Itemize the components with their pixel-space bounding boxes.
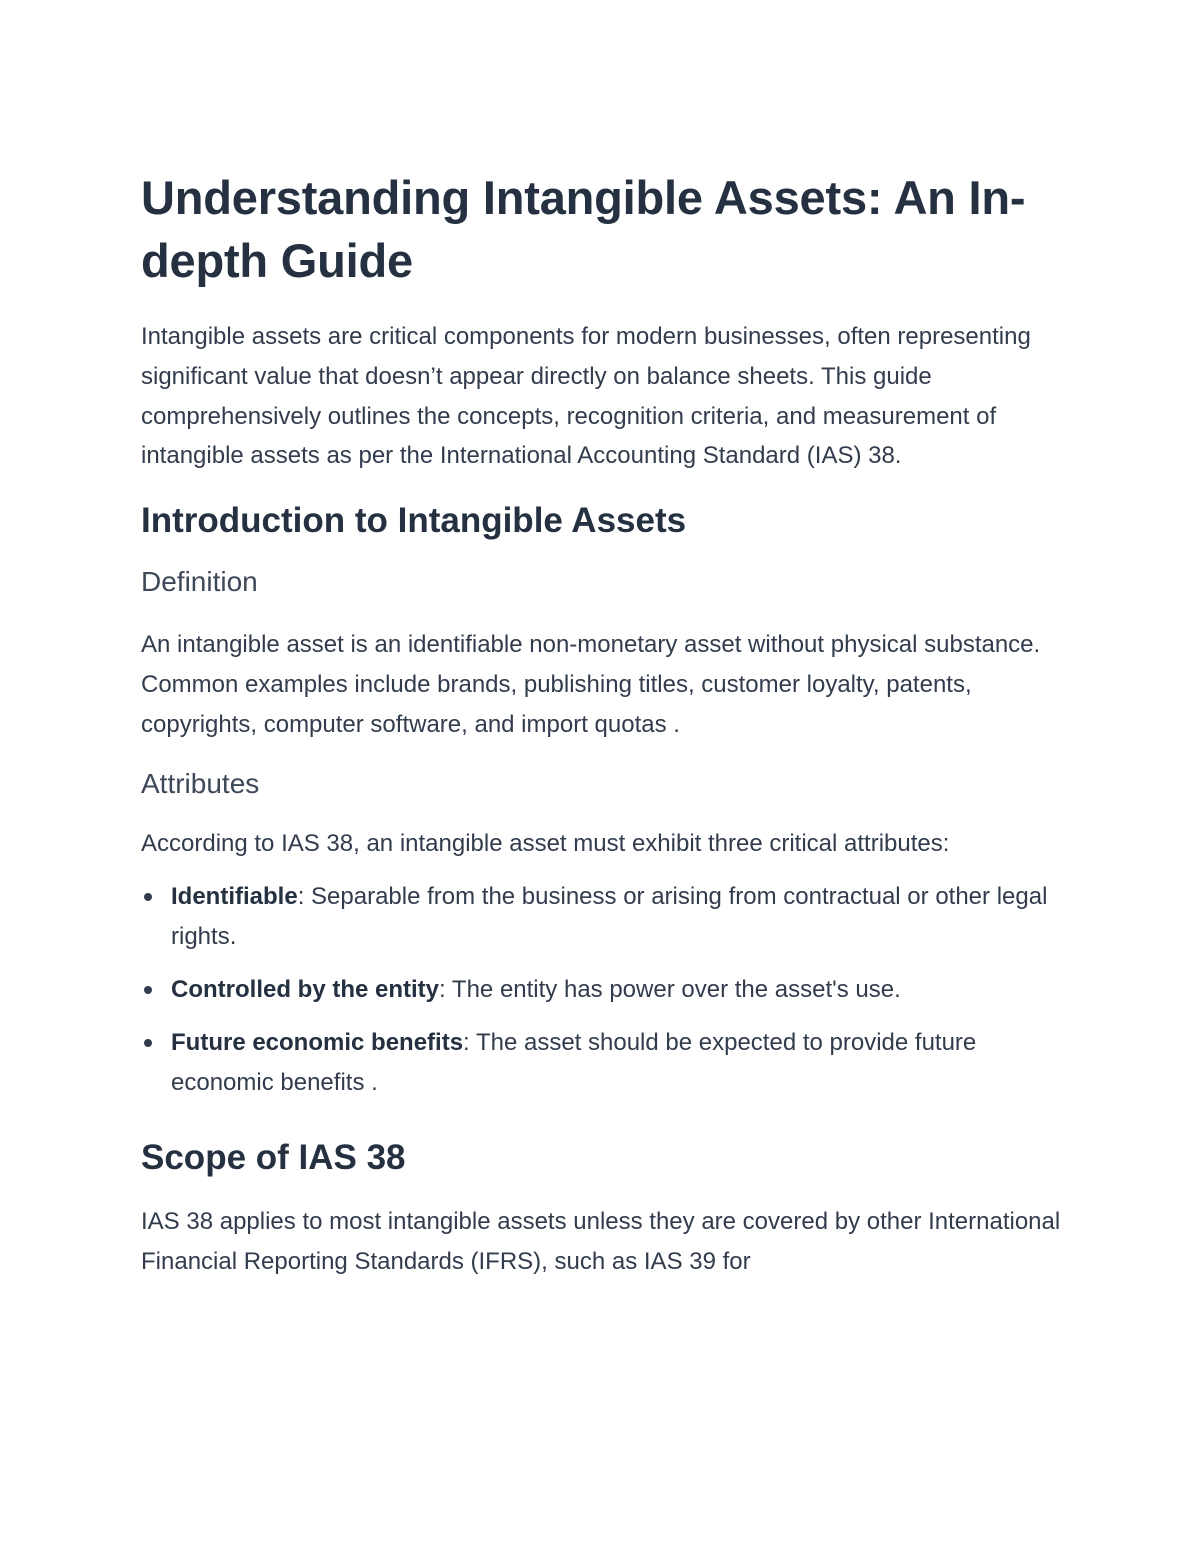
attributes-list	[141, 877, 1061, 1102]
attribute-term: Controlled by the entity	[171, 975, 440, 1003]
bullet-icon	[144, 1039, 152, 1047]
list-item	[141, 1023, 1061, 1103]
page-title: Understanding Intangible Assets: An In-depth Guide	[141, 171, 1026, 287]
intro-paragraph: Intangible assets are critical components for modern businesses, often representing significant value that doesn’t appear directly on balance sheets. This guide comprehensively outlines the concepts, recognition criteria, and measurement of intangible assets as per the International Accounting Standard (IAS) 38.	[141, 323, 1031, 470]
definition-paragraph: An intangible asset is an identifiable non-monetary asset without physical substance. Common examples include brands, publishing titles, customer loyalty, patents, copyrights, computer software, and import quotas .	[141, 631, 1041, 738]
bullet-icon	[144, 986, 152, 994]
bullet-icon	[144, 893, 152, 901]
scope-paragraph: IAS 38 applies to most intangible assets unless they are covered by other International Financial Reporting Standards (IFRS), such as IAS 39 for	[141, 1208, 1061, 1276]
attribute-description: : The asset should be expected to provide future economic benefits .	[171, 1028, 977, 1096]
document-page	[141, 166, 1061, 1282]
subsection-heading-definition: Definition	[141, 566, 258, 598]
section-heading-introduction: Introduction to Intangible Assets	[141, 501, 687, 541]
list-item	[141, 877, 1061, 957]
attribute-term: Identifiable	[171, 883, 298, 911]
section-heading-scope: Scope of IAS 38	[141, 1138, 406, 1178]
attributes-paragraph: According to IAS 38, an intangible asset must exhibit three critical attributes:	[141, 829, 950, 857]
attribute-term: Future economic benefits	[171, 1028, 464, 1056]
attribute-description: : The entity has power over the asset's use.	[439, 975, 901, 1003]
attribute-description: : Separable from the business or arising from contractual or other legal rights.	[171, 883, 1048, 951]
list-item	[141, 970, 1061, 1010]
subsection-heading-attributes: Attributes	[141, 767, 260, 799]
